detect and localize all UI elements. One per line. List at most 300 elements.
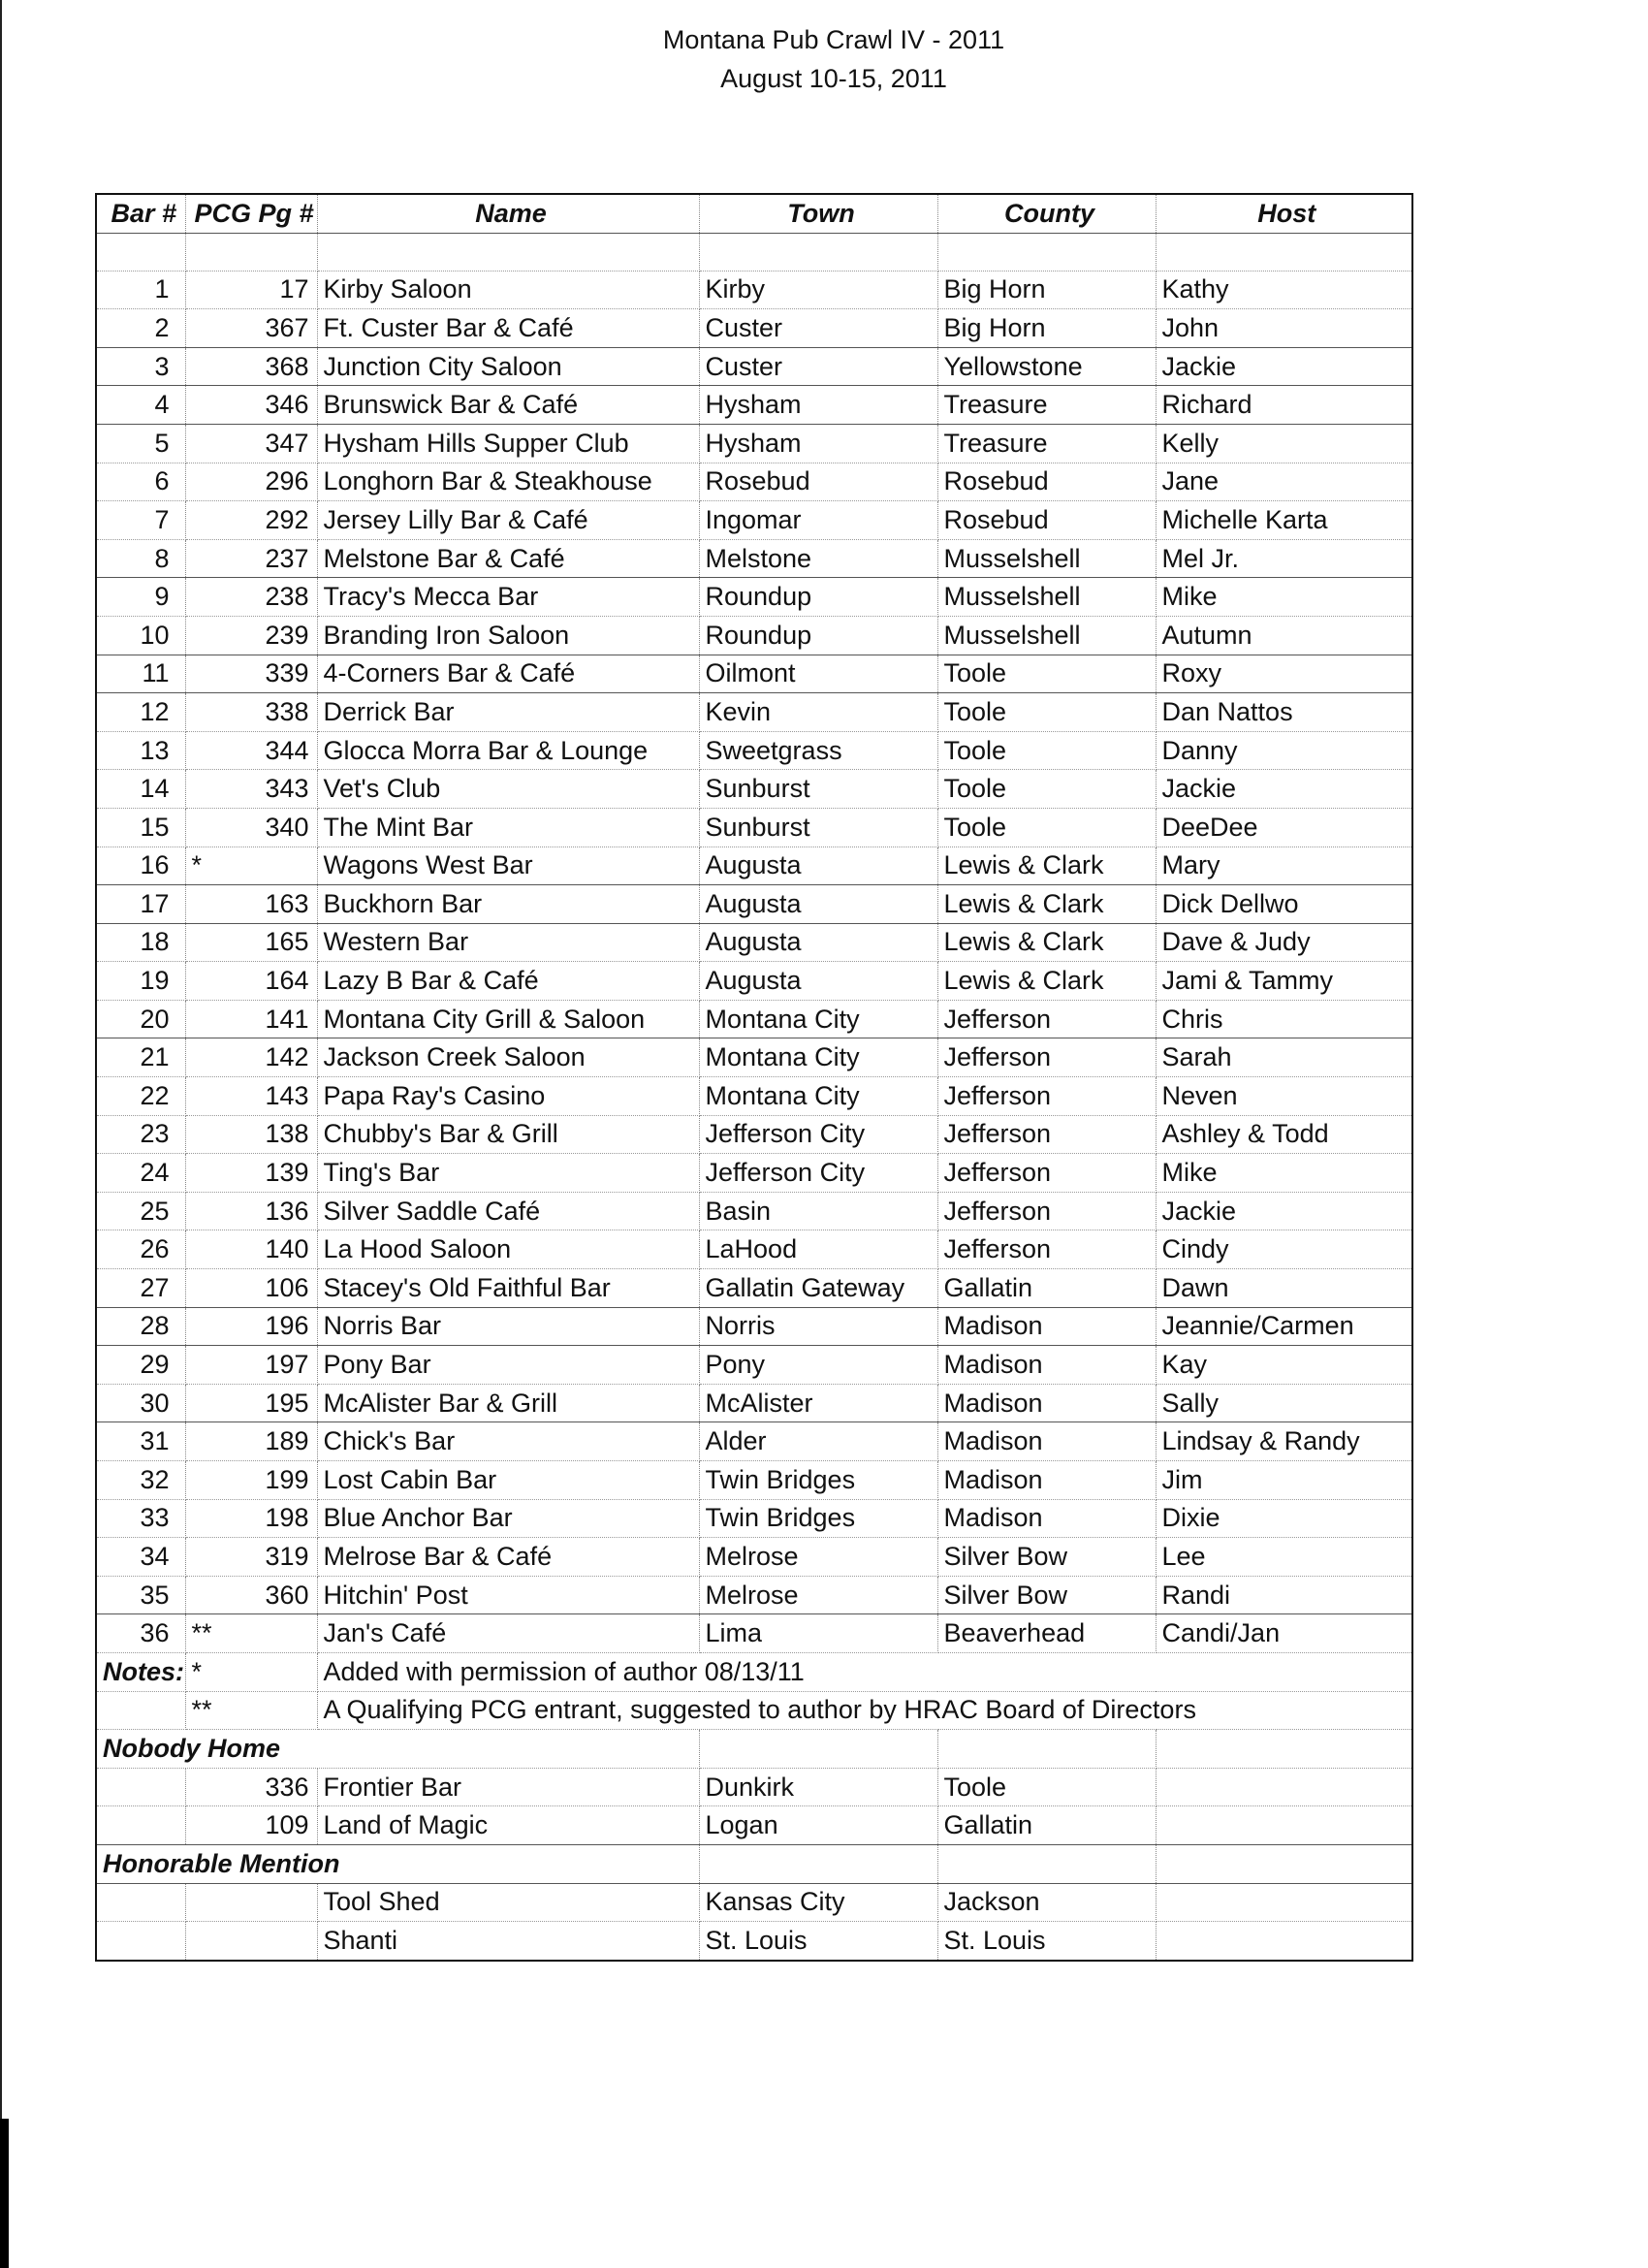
cell-town: LaHood [699,1230,937,1269]
note-text: Added with permission of author 08/13/11 [317,1652,1412,1691]
cell-name: Lost Cabin Bar [317,1461,699,1500]
table-body [96,233,1412,1961]
cell-name: Land of Magic [317,1806,699,1845]
cell-county: Lewis & Clark [937,847,1156,885]
table-row [96,1422,1412,1461]
cell-pcg-page: 109 [185,1806,317,1845]
table-row [96,923,1412,962]
cell-pcg-page [185,1922,317,1961]
cell-county: Jefferson [937,1115,1156,1154]
cell-name: Ft. Custer Bar & Café [317,309,699,348]
cell-pcg-page: 339 [185,655,317,693]
cell-pcg-page: * [185,847,317,885]
cell-bar-number: 6 [96,463,185,501]
cell-pcg-page: 198 [185,1499,317,1538]
cell-name: Hitchin' Post [317,1576,699,1614]
cell-county: Madison [937,1307,1156,1346]
table-row [96,1269,1412,1308]
cell-name: Shanti [317,1922,699,1961]
cell-town: Montana City [699,1038,937,1077]
cell-town: Melrose [699,1538,937,1577]
cell-name: Brunswick Bar & Café [317,386,699,425]
cell-name: Chick's Bar [317,1422,699,1461]
cell-host: Jackie [1156,1192,1412,1230]
cell-bar-number: 2 [96,309,185,348]
cell-pcg-page: 199 [185,1461,317,1500]
notes-label [96,1691,185,1730]
cell-bar-number: 22 [96,1077,185,1116]
cell-host [1156,1768,1412,1806]
cell-town: Augusta [699,847,937,885]
cell-name: Glocca Morra Bar & Lounge [317,731,699,770]
cell-town: Montana City [699,1000,937,1038]
cell-host: Mike [1156,578,1412,617]
section-label-nobody-home: Nobody Home [96,1730,699,1769]
cell-name: Melrose Bar & Café [317,1538,699,1577]
cell-pcg-page: 165 [185,923,317,962]
cell-pcg-page: 319 [185,1538,317,1577]
cell-town: Augusta [699,962,937,1001]
cell-host: Sally [1156,1384,1412,1422]
cell-pcg-page: 338 [185,693,317,732]
cell-host: Ashley & Todd [1156,1115,1412,1154]
cell-pcg-page: 143 [185,1077,317,1116]
cell-town: Sunburst [699,770,937,809]
cell-host: Cindy [1156,1230,1412,1269]
cell-bar-number: 20 [96,1000,185,1038]
cell-host [1156,1883,1412,1922]
cell-town: Oilmont [699,655,937,693]
cell-pcg-page: 340 [185,808,317,847]
cell-name: Melstone Bar & Café [317,539,699,578]
cell-county: Madison [937,1499,1156,1538]
cell-town: Dunkirk [699,1768,937,1806]
table-row [96,1000,1412,1038]
cell-pcg-page: 360 [185,1576,317,1614]
cell-host: Lindsay & Randy [1156,1422,1412,1461]
table-row [96,1307,1412,1346]
cell-town: Twin Bridges [699,1461,937,1500]
cell-pcg-page: 140 [185,1230,317,1269]
cell-host: Jami & Tammy [1156,962,1412,1001]
cell-name: Longhorn Bar & Steakhouse [317,463,699,501]
cell-bar-number: 27 [96,1269,185,1308]
cell-county: Jefferson [937,1077,1156,1116]
notes-label: Notes: [96,1652,185,1691]
table-row [96,309,1412,348]
cell-bar-number: 8 [96,539,185,578]
cell-county: Toole [937,731,1156,770]
cell-host: Jackie [1156,347,1412,386]
table-row [96,271,1412,309]
cell-town: St. Louis [699,1922,937,1961]
cell-pcg-page: 368 [185,347,317,386]
cell-host: Jeannie/Carmen [1156,1307,1412,1346]
note-marker: ** [185,1691,317,1730]
empty-cell [1156,1730,1412,1769]
notes-row [96,1652,1412,1691]
cell-bar-number: 15 [96,808,185,847]
cell-host: Kelly [1156,424,1412,463]
cell-town: Roundup [699,578,937,617]
cell-county: Treasure [937,424,1156,463]
cell-pcg-page: 138 [185,1115,317,1154]
cell-bar-number: 23 [96,1115,185,1154]
cell-town: Hysham [699,386,937,425]
cell-county: Jefferson [937,1192,1156,1230]
cell-host: John [1156,309,1412,348]
cell-county: Madison [937,1346,1156,1385]
cell-bar-number: 1 [96,271,185,309]
cell-county: Big Horn [937,271,1156,309]
cell-name: Buckhorn Bar [317,885,699,924]
table-row [96,1192,1412,1230]
cell-name: Stacey's Old Faithful Bar [317,1269,699,1308]
cell-name: Frontier Bar [317,1768,699,1806]
cell-host: Candi/Jan [1156,1614,1412,1653]
cell-pcg-page: 346 [185,386,317,425]
cell-county: Gallatin [937,1806,1156,1845]
cell-bar-number: 18 [96,923,185,962]
cell-town: Lima [699,1614,937,1653]
cell-county: Jefferson [937,1038,1156,1077]
cell-host: Danny [1156,731,1412,770]
cell-bar-number: 13 [96,731,185,770]
cell-bar-number: 17 [96,885,185,924]
cell-host: Jim [1156,1461,1412,1500]
table-row [96,424,1412,463]
cell-county: Gallatin [937,1269,1156,1308]
cell-name: Jackson Creek Saloon [317,1038,699,1077]
page-left-rule [0,0,2,2268]
cell-county: Toole [937,693,1156,732]
cell-town: Ingomar [699,501,937,540]
cell-name: Hysham Hills Supper Club [317,424,699,463]
cell-host: Jane [1156,463,1412,501]
cell-county: Jackson [937,1883,1156,1922]
cell-town: Kirby [699,271,937,309]
cell-name: McAlister Bar & Grill [317,1384,699,1422]
cell-pcg-page: 343 [185,770,317,809]
page-title: Montana Pub Crawl IV - 2011 [662,25,1005,54]
empty-cell [699,1730,937,1769]
column-header-county: County [937,194,1156,233]
honorable-mention-row [96,1922,1412,1961]
cell-host: Dick Dellwo [1156,885,1412,924]
cell-bar-number: 12 [96,693,185,732]
table-row [96,885,1412,924]
cell-town: Sweetgrass [699,731,937,770]
cell-host [1156,1922,1412,1961]
cell-bar-number: 25 [96,1192,185,1230]
cell-town: Basin [699,1192,937,1230]
cell-pcg-page: 237 [185,539,317,578]
cell-bar-number: 19 [96,962,185,1001]
table-row [96,1538,1412,1577]
cell-town: Custer [699,347,937,386]
cell-pcg-page: 238 [185,578,317,617]
cell-name: Pony Bar [317,1346,699,1385]
cell-bar-number: 29 [96,1346,185,1385]
cell-county: Rosebud [937,463,1156,501]
cell-pcg-page: 197 [185,1346,317,1385]
notes-row [96,1691,1412,1730]
cell-bar-number: 36 [96,1614,185,1653]
cell-town: Logan [699,1806,937,1845]
cell-county: Toole [937,808,1156,847]
cell-county: Lewis & Clark [937,962,1156,1001]
cell-county: Madison [937,1461,1156,1500]
empty-cell [1156,1844,1412,1883]
cell-name: Ting's Bar [317,1154,699,1193]
cell-name: Western Bar [317,923,699,962]
section-row-nobody-home [96,1730,1412,1769]
note-marker: * [185,1652,317,1691]
cell-bar-number: 11 [96,655,185,693]
cell-name: Lazy B Bar & Café [317,962,699,1001]
column-header-town: Town [699,194,937,233]
cell-town: Gallatin Gateway [699,1269,937,1308]
cell-pcg-page: 196 [185,1307,317,1346]
cell-county: Toole [937,1768,1156,1806]
cell-county: Rosebud [937,501,1156,540]
cell-bar-number: 30 [96,1384,185,1422]
cell-bar-number: 34 [96,1538,185,1577]
cell-host: Dan Nattos [1156,693,1412,732]
cell-bar-number: 33 [96,1499,185,1538]
cell-host: Roxy [1156,655,1412,693]
cell-county: Lewis & Clark [937,885,1156,924]
cell-town: Hysham [699,424,937,463]
cell-town: Rosebud [699,463,937,501]
page-subtitle: August 10-15, 2011 [720,64,947,93]
table-row [96,1230,1412,1269]
cell-pcg-page: 139 [185,1154,317,1193]
cell-county: Big Horn [937,309,1156,348]
cell-town: Melstone [699,539,937,578]
cell-pcg-page: 141 [185,1000,317,1038]
cell-name: Norris Bar [317,1307,699,1346]
cell-town: Melrose [699,1576,937,1614]
cell-bar-number [96,1806,185,1845]
cell-county: Madison [937,1384,1156,1422]
table-row [96,616,1412,655]
cell-host: Autumn [1156,616,1412,655]
cell-pcg-page: 344 [185,731,317,770]
cell-pcg-page: 189 [185,1422,317,1461]
cell-host: Kay [1156,1346,1412,1385]
cell-pcg-page: 136 [185,1192,317,1230]
cell-county: Silver Bow [937,1538,1156,1577]
cell-town: Roundup [699,616,937,655]
cell-town: Sunburst [699,808,937,847]
column-header-name: Name [317,194,699,233]
cell-bar-number: 10 [96,616,185,655]
cell-name: Jan's Café [317,1614,699,1653]
cell-bar-number: 16 [96,847,185,885]
table-row [96,1614,1412,1653]
cell-bar-number [96,1922,185,1961]
section-label-honorable-mention: Honorable Mention [96,1844,699,1883]
table-row [96,731,1412,770]
cell-county: Jefferson [937,1000,1156,1038]
cell-town: Jefferson City [699,1115,937,1154]
table-row [96,1077,1412,1116]
cell-name: Tool Shed [317,1883,699,1922]
table-row [96,693,1412,732]
cell-name: Chubby's Bar & Grill [317,1115,699,1154]
nobody-home-row [96,1768,1412,1806]
cell-pcg-page: 336 [185,1768,317,1806]
cell-host: Mike [1156,1154,1412,1193]
cell-bar-number: 3 [96,347,185,386]
table-row [96,1346,1412,1385]
cell-bar-number: 35 [96,1576,185,1614]
cell-host: Richard [1156,386,1412,425]
cell-host: Dawn [1156,1269,1412,1308]
cell-host: Lee [1156,1538,1412,1577]
cell-name: La Hood Saloon [317,1230,699,1269]
cell-county: Beaverhead [937,1614,1156,1653]
cell-name: Kirby Saloon [317,271,699,309]
cell-town: Custer [699,309,937,348]
cell-pcg-page: 195 [185,1384,317,1422]
cell-host [1156,1806,1412,1845]
cell-town: Twin Bridges [699,1499,937,1538]
cell-town: Kevin [699,693,937,732]
cell-host: Kathy [1156,271,1412,309]
section-row-honorable-mention [96,1844,1412,1883]
cell-county: St. Louis [937,1922,1156,1961]
cell-host: Michelle Karta [1156,501,1412,540]
cell-pcg-page: 347 [185,424,317,463]
nobody-home-row [96,1806,1412,1845]
cell-town: Montana City [699,1077,937,1116]
cell-name: Derrick Bar [317,693,699,732]
cell-name: Silver Saddle Café [317,1192,699,1230]
cell-host: Neven [1156,1077,1412,1116]
note-text: A Qualifying PCG entrant, suggested to author by HRAC Board of Directors [317,1691,1412,1730]
cell-county: Jefferson [937,1154,1156,1193]
cell-host: DeeDee [1156,808,1412,847]
pub-crawl-table [95,193,1413,1962]
cell-county: Toole [937,655,1156,693]
cell-bar-number: 7 [96,501,185,540]
cell-town: Augusta [699,923,937,962]
cell-name: Jersey Lilly Bar & Café [317,501,699,540]
cell-county: Yellowstone [937,347,1156,386]
cell-county: Toole [937,770,1156,809]
cell-pcg-page: 142 [185,1038,317,1077]
cell-bar-number: 4 [96,386,185,425]
cell-town: Kansas City [699,1883,937,1922]
cell-pcg-page: 164 [185,962,317,1001]
table-row [96,770,1412,809]
table-row [96,1499,1412,1538]
cell-county: Silver Bow [937,1576,1156,1614]
cell-name: Montana City Grill & Saloon [317,1000,699,1038]
scan-edge-mark [0,2119,9,2268]
table-row [96,808,1412,847]
cell-host: Randi [1156,1576,1412,1614]
cell-town: McAlister [699,1384,937,1422]
table-row [96,578,1412,617]
cell-host: Dixie [1156,1499,1412,1538]
cell-bar-number: 14 [96,770,185,809]
cell-bar-number [96,1883,185,1922]
cell-name: 4-Corners Bar & Café [317,655,699,693]
cell-county: Madison [937,1422,1156,1461]
cell-pcg-page: 292 [185,501,317,540]
cell-name: Branding Iron Saloon [317,616,699,655]
cell-pcg-page: 239 [185,616,317,655]
table-row [96,347,1412,386]
cell-name: Junction City Saloon [317,347,699,386]
column-header-bar-number: Bar # [96,194,185,233]
cell-name: Wagons West Bar [317,847,699,885]
empty-cell [699,1844,937,1883]
spacer-row [96,233,1412,271]
cell-bar-number: 9 [96,578,185,617]
column-header-host: Host [1156,194,1412,233]
honorable-mention-row [96,1883,1412,1922]
cell-name: Vet's Club [317,770,699,809]
cell-name: The Mint Bar [317,808,699,847]
cell-bar-number: 28 [96,1307,185,1346]
cell-host: Jackie [1156,770,1412,809]
table-row [96,463,1412,501]
table-row [96,847,1412,885]
table-row [96,655,1412,693]
cell-host: Mel Jr. [1156,539,1412,578]
cell-town: Pony [699,1346,937,1385]
table-row [96,1461,1412,1500]
empty-cell [937,1730,1156,1769]
cell-bar-number [96,1768,185,1806]
cell-town: Alder [699,1422,937,1461]
cell-county: Musselshell [937,578,1156,617]
cell-pcg-page [185,1883,317,1922]
table-row [96,539,1412,578]
cell-bar-number: 5 [96,424,185,463]
cell-host: Dave & Judy [1156,923,1412,962]
cell-county: Musselshell [937,539,1156,578]
cell-town: Jefferson City [699,1154,937,1193]
column-header-pcg-page: PCG Pg # [185,194,317,233]
cell-bar-number: 32 [96,1461,185,1500]
empty-cell [937,1844,1156,1883]
table-row [96,501,1412,540]
cell-pcg-page: 17 [185,271,317,309]
cell-bar-number: 31 [96,1422,185,1461]
table-row [96,1038,1412,1077]
cell-town: Augusta [699,885,937,924]
cell-pcg-page: 106 [185,1269,317,1308]
cell-host: Mary [1156,847,1412,885]
cell-bar-number: 26 [96,1230,185,1269]
cell-county: Lewis & Clark [937,923,1156,962]
cell-county: Treasure [937,386,1156,425]
cell-town: Norris [699,1307,937,1346]
table-header-row [96,194,1412,233]
cell-pcg-page: 367 [185,309,317,348]
table-row [96,1115,1412,1154]
cell-host: Chris [1156,1000,1412,1038]
cell-pcg-page: ** [185,1614,317,1653]
table-row [96,962,1412,1001]
cell-pcg-page: 296 [185,463,317,501]
cell-name: Tracy's Mecca Bar [317,578,699,617]
